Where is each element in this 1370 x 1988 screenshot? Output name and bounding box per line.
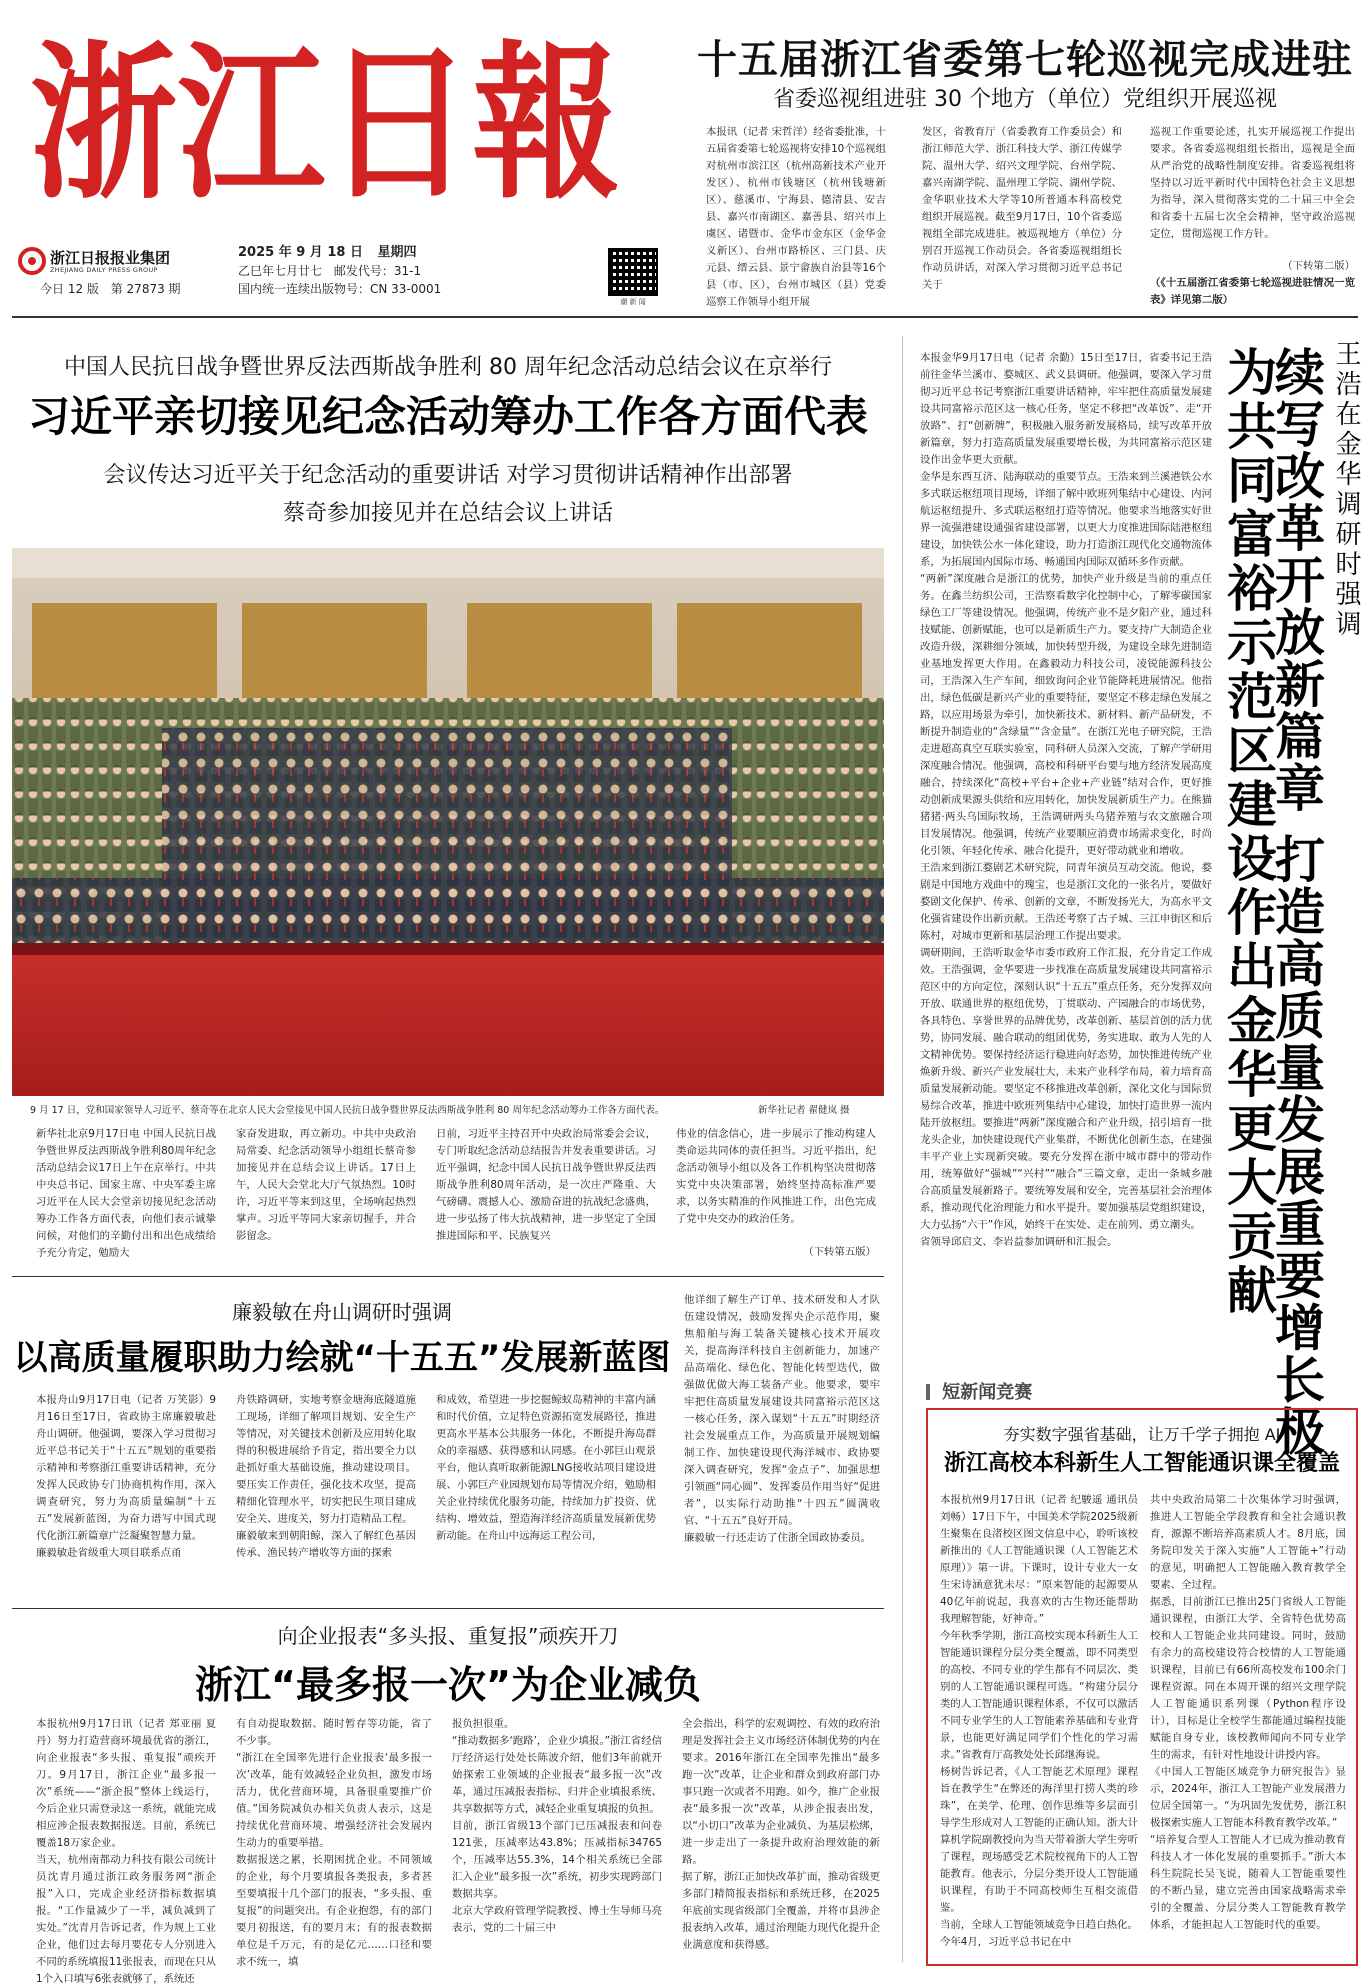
photo-credit: 新华社记者 翟健岚 摄	[758, 1105, 850, 1116]
second-story-col4: 他详细了解生产订单、技术研发和人才队伍建设情况，鼓励发挥央企示范作用，聚焦船舶与海工装备关键核心技术开展攻关，提高海洋科技自主创新能力，加速产品高端化、绿色化、智能化转型迭代，做强做优做大海工装备产业。他要求，要牢牢把住高质量发展建设共同富裕示范区这一核心任务，深入谋划“十五五”时期经济社会发展重点工作，为高质量开展规划编制工作、加快建设现代海洋城市、政协要深入调查研究，发挥“金点子”、加强思想引领画“同心圆”、发挥委员作用当好“促进者”，以实际行动助推“十四五”圆满收官、“十五五”良好开局。 廉毅敏一行还走访了住浙全国政协委员。	[684, 1294, 880, 1544]
masthead-title: 浙江日報	[30, 24, 620, 222]
lead-story-headline: 习近平亲切接见纪念活动筹办工作各方面代表	[27, 392, 868, 441]
right-story-body: 本报金华9月17日电（记者 余勤）15日至17日，省委书记王浩前往金华兰溪市、婺城区、武义县调研。他强调，要深入学习贯彻习近平总书记考察浙江重要讲话精神，牢牢把住高质量发展建设共同富裕示范区这一核心任务，坚定不移把“改革饭”、走“开放路”、打“创新牌”，积极融入服务新发展格局，续写改革开放新篇章，努力打造高质量发展重要增长极，为共同富裕示范区建设作出金华更大贡献。 金华是东西互济、陆海联动的重要节点。王浩来到兰溪港铁公水多式联运枢纽项目现场，详细了解中欧班列集结中心建设、内河航运枢纽提升、多式联运枢纽打造等情况。他要求当地落实好世界一流强港建设通强省建设部署，以更大力度推进国际陆港枢纽建设，加快铁公水一体化建设，助力打造浙江现代化交通物流体系，为拓展国内国际市场、畅通国内国际双循环多作贡献。 “两新”深度融合是浙江的优势，加快产业升级是当前的重点任务。在鑫兰纺织公司，王浩察看数字化控制中心，了解零碳国家绿色工厂等建设情况。他强调，传统产业不是夕阳产业，通过科技赋能、创新赋能，也可以是新质生产力。要支持广大制造企业改造升级，深耕细分领域，加快转型升级，为建设全球先进制造业基地发挥更大作用。在鑫毅动力科技公司，凌锐能源科技公司，王浩深入生产车间，细致询问企业节能降耗进展情况。他指出，绿色低碳是新兴产业的重要特征，要坚定不移走绿色发展之路，以应用场景为牵引，加快新技术、新材料、新产品研发，不断提升制造业的“含绿量”“含金量”。在浙江光电子研究院，王浩走进超高真空互联实验室，同科研人员深入交流，了解产学研用深度融合情况。他强调，高校和科研平台要与地方经济发展高度融合，持续深化“高校+平台+企业+产业链”结对合作，更好推动创新成果源头供给和应用转化，加快发展新质生产力。在熊猫猪猪·两头乌国际牧场，王浩调研两头乌猪养殖与农文旅融合项目发展情况。他强调，传统产业要顺应消费市场需求变化，时尚化引领、年轻化传承、融合化提升，更好带动就业和增收。 王浩来到浙江婺剧艺术研究院，同青年演员互动交流。他说，婺剧是中国地方戏曲中的瑰宝，也是浙江文化的一张名片，要做好婺剧文化保护、传承、创新的文章，不断发扬光大，为高水平文化强省建设作出新贡献。王浩还考察了古子城、三江申街区和后陈村，对城市更新和基层治理工作提出要求。 调研期间，王浩听取金华市委市政府工作汇报，充分肯定工作成效。王浩强调，金华要进一步找准在高质量发展建设共同富裕示范区中的方向定位，深刻认识“十五五”重点任务，充分发挥双向开放、联通世界的枢纽优势，丁贯联动、产园融合的市场优势，各具特色、享誉世界的品牌优势，改革创新、基层首创的活力优势，协同发展、融合联动的组团优势，务实进取、敢为人先的人文精神优势。要保持经济运行稳进向好态势，加快推进传统产业焕新升级、新兴产业发展壮大，未来产业科学布局，着力培育高质量发展新动能。要坚定不移推进改革创新，深化文化与国际贸易综合改革，推进中欧班列集结中心建设，加快打造世界一流内陆开放枢纽。要推进“两新”深度融合和产业升级，招引培育一批龙头企业，加快建设现代产业集群，不断优化创新生态，在建强丰平产业上实现新突破。要充分发挥在浙中城市群中的带动作用，统筹做好“强城”“兴村”“融合”三篇文章，走出一条城乡融合高质量发展新路子。要统筹发展和安全，完善基层社会治理体系，推动现代化治理能力和水平提升。要加强基层党组织建设，大力弘扬“六干”作风，始终干在实处、走在前列、勇立潮头。 省领导邱启文、李岩益参加调研和汇报会。	[920, 352, 1212, 1248]
top-story-col3: 巡视工作重要论述，扎实开展巡视工作提出要求。各省委巡视组组长指出，巡视是全面从严治党的战略性制度安排。省委巡视组将坚持以习近平新时代中国特色社会主义思想为指导，深入贯彻落实党的二十届三中全会和省委十五届七次全会精神，坚守政治巡视定位，贯彻巡视工作方针。	[1150, 126, 1355, 240]
press-group-name-en: ZHEJIANG DAILY PRESS GROUP	[50, 266, 158, 274]
second-story-headline: 以高质量履职助力绘就“十五五”发展新蓝图	[13, 1338, 671, 1378]
lead-story-col1: 新华社北京9月17日电 中国人民抗日战争暨世界反法西斯战争胜利80周年纪念活动总结会议17日上午在京举行。中共中央总书记、国家主席、中央军委主席习近平在人民大会堂亲切接见纪念活动筹办工作各方面代表，向他们表示诚挚问候，对他们的辛勤付出和出色成绩给予充分肯定，勉励大	[36, 1128, 216, 1259]
third-story-kicker: 向企业报表“多头报、重复报”顽疾开刀	[277, 1624, 619, 1648]
short-news-headline: 浙江高校本科新生人工智能通识课全覆盖	[943, 1451, 1340, 1476]
top-story-headline: 十五届浙江省委第七轮巡视完成进驻	[697, 37, 1353, 83]
second-story-col2: 舟铁路调研，实地考察金塘海底隧道施工现场，详细了解项目规划、安全生产等情况，对关键技术创新及应用转化取得的积极进展给予肯定，指出要全力以赴抓好重大基础设施，推动建设项目。要压实工作责任，强化技术攻坚，提高精细化管理水平，切实把民生项目建成安全关、进度关，努力打造精品工程。 廉毅敏来到朝阳鲸，深入了解红色基因传承、渔民转产增收等方面的探索	[236, 1394, 416, 1559]
press-group-name: 浙江日报报业集团	[50, 249, 171, 267]
issue-number: 第 27873 期	[110, 282, 181, 296]
lead-divider	[12, 1276, 884, 1277]
issue-date: 2025 年 9 月 18 日	[238, 245, 363, 260]
lead-story-col4: 伟业的信念信心，进一步展示了推动构建人类命运共同体的责任担当。习近平指出，纪念活动领导小组以及各工作机构坚决贯彻落实党中央决策部署，始终坚持高标准严要求，以务实精准的作风推进工作，出色完成了党中央交办的政治任务。	[676, 1128, 876, 1225]
short-news-kicker: 夯实数字强省基础，让万千学子拥抱 AI	[1003, 1425, 1281, 1444]
section-marker-icon	[926, 1384, 930, 1400]
third-story-col1: 本报杭州9月17日讯（记者 郑亚丽 夏丹）努力打造营商环境最优省的浙江，向企业报表“多头报、重复报”顽疾开刀。9月17日，浙江企业“最多报一次”系统——“浙企报”整体上线运行，今后企业只需登录这一系统，就能完成相应涉企报表数据报送。目前，系统已覆盖18万家企业。 当天，杭州南都动力科技有限公司统计员沈青月通过浙江政务服务网“浙企报”入口，完成企业经济指标数据填报。“工作量减少了一半，减负减到了实处。”沈青月告诉记者，作为规上工业企业，他们过去每月要花专人分别进入不同的系统填报11张报表，而现在只从1个入口填写6张表就够了，系统还	[36, 1718, 216, 1985]
lead-story-subhead: 会议传达习近平关于纪念活动的重要讲话 对学习贯彻讲话精神作出部署	[103, 463, 793, 488]
top-story-continued: （下转第二版）	[1282, 260, 1355, 272]
masthead-divider	[12, 316, 1358, 318]
second-story-kicker: 廉毅敏在舟山调研时强调	[232, 1300, 452, 1324]
short-news-col1: 本报杭州9月17日讯（记者 纪駿遥 通讯员 刘畅）17日下午，中国美术学院2025级新生聚集在良渚校区图文信息中心，聆听该校新推出的《人工智能通识课（人工智能艺术原理）》第一讲。下课时，设计专业大一女生宋诗涵意犹未尽：“原来智能的起源要从40亿年前说起，我喜欢的古生物还能帮助我理解智能，好神奇。” 今年秋季学期，浙江高校实现本科新生人工智能通识课程分层分类全覆盖，即不同类型的高校、不同专业的学生都有不同层次、类别的人工智能通识课程可选。“构建分层分类的人工智能通识课程体系，不仅可以激活不同专业学生的人工智能素养基础和专业背景，也能更好满足同学们个性化的学习需求。”省教育厅高教处处长邱继海说。 杨树告诉记者，《人工智能艺术原理》课程旨在教学生“在弊还的海洋里打捞人类的珍珠”，在美学、伦理、创作思维等多层面引导学生形成对人工智能的正确认知。浙大计算机学院副教授向为当天带着浙大学生旁听了课程，现场感受艺术院校视角下的人工智能教育。他表示，分层分类开设人工智能通识课程，有助于不同高校师生互相交流借鉴。 当前，全球人工智能领域竞争日趋白热化。今年4月，习近平总书记在中	[940, 1494, 1138, 1948]
postal-code: 邮发代号：31-1	[333, 264, 422, 278]
lead-story-col2: 家奋发进取，再立新功。中共中央政治局常委、纪念活动领导小组组长蔡奇参加接见并在总结会议上讲话。17日上午，人民大会堂北大厅气氛热烈。10时许，习近平等来到这里，全场响起热烈掌声。习近平等同大家亲切握手，并合影留念。	[236, 1128, 416, 1242]
lead-story-photo[interactable]	[12, 548, 884, 1096]
masthead-title-logo	[22, 22, 632, 222]
right-story-kicker: 王浩在金华调研时强调	[1331, 340, 1361, 640]
lead-story-continued: （下转第五版）	[803, 1246, 876, 1258]
lead-story-subhead-2: 蔡奇参加接见并在总结会议上讲话	[282, 501, 613, 526]
third-story-col3: 报负担很重。 “推动数据多‘跑路’，企业少填报。”浙江省经信厅经济运行处处长陈波介绍，他们3年前就开始探索工业领域的企业报表“最多报一次”改革，通过压减报表指标、归并企业填报系统、共享数据等方式，减轻企业重复填报的负担。 目前，浙江省级13个部门已压减报表和问卷121张，压减率达43.8%；压减指标34765个，压减率达55.3%，14个相关系统已全部汇入企业“最多报一次”系统，初步实现跨部门数据共享。 北京大学政府管理学院教授、博士生导师马亮表示，党的二十届三中	[452, 1718, 662, 1934]
right-story-headline-2: 为共同富裕示范区建设作出金华更大贡献	[1219, 346, 1277, 1318]
section-title: 短新闻竞赛	[942, 1382, 1033, 1403]
serial-number: 国内统一连续出版物号：CN 33-0001	[238, 282, 442, 296]
right-story-headline-1: 续写改革开放新篇章 打造高质量发展重要增长极	[1267, 346, 1325, 1458]
issue-weekday: 星期四	[377, 245, 417, 260]
second-divider	[12, 1608, 884, 1609]
qr-label: 潮 新 闻	[620, 298, 646, 306]
short-news-col2: 共中央政治局第二十次集体学习时强调，推进人工智能全学段教育和全社会通识教育，源源不断培养高素质人才。8月底，国务院印发关于深入实施“人工智能+”行动的意见，明确把人工智能融入教育教学全要素、全过程。 据悉，目前浙江已推出25门省级人工智能通识课程，由浙江大学、全省特色优势高校和人工智能企业共同建设。同时，鼓励有余力的高校建设符合校情的人工智能通识课程，目前已有66所高校发布100余门课程资源。同在本周开课的绍兴文理学院人工智能通识系列课（Python程序设计），目标是让全校学生都能通过编程技能赋能自身专业，该校教师闻向不同专业学生的需求，有针对性地设计讲授内容。 《中国人工智能区域竞争力研究报告》显示，2024年，浙江人工智能产业发展潜力位居全国第一。“为巩固先发优势，浙江积极探索实施人工智能本科教育教学改革。” “培养复合型人工智能人才已成为推动教育科技人才一体化发展的重要抓手。”浙大本科生院院长吴飞说，随着人工智能重要性的不断凸显，建立完善由国家战略需求牵引的全覆盖、分层分类人工智能教育教学体系，才能担起人工智能时代的重要。	[1150, 1494, 1346, 1931]
second-story-col1: 本报舟山9月17日电（记者 万笑影）9月16日至17日，省政协主席廉毅敏赴舟山调研。他强调，要深入学习贯彻习近平总书记关于“十五五”规划的重要指示精神和考察浙江重要讲话精神，充分发挥人民政协专门协商机构作用，深入调查研究，努力为高质量编制“十五五”发展新蓝图，为奋力谱写中国式现代化浙江新篇章广泛凝聚智慧力量。 廉毅敏赴省级重大项目联系点甬	[36, 1394, 216, 1559]
lunar-date: 乙巳年七月廿七	[238, 264, 323, 278]
lead-story-col3: 日前，习近平主持召开中央政治局常委会会议，专门听取纪念活动总结报告并发表重要讲话。习近平强调，纪念中国人民抗日战争暨世界反法西斯战争胜利80周年活动，是一次庄严隆重、大气磅礴、震撼人心、激励奋进的抗战纪念盛典，进一步弘扬了伟大抗战精神，进一步坚定了全国推进国际和平、民族复兴	[436, 1128, 656, 1242]
top-story-col1: 本报讯（记者 宋哲洋）经省委批准，十五届省委第七轮巡视将安排10个巡视组对杭州市滨江区（杭州高新技术产业开发区）、杭州市钱塘区（杭州钱塘新区）、慈溪市、宁海县、德清县、安吉县、嘉兴市南湖区、嘉善县、绍兴市上虞区、诸暨市、金华市金东区（金华金义新区）、台州市路桥区、三门县、庆元县、缙云县、景宁畲族自治县等16个县（市、区），台州市城区（县）党委巡察工作领导小组开展	[706, 126, 886, 308]
third-story-col4: 全会指出，科学的宏观调控、有效的政府治理是发挥社会主义市场经济体制优势的内在要求。2016年浙江在全国率先推出“最多跑一次”改革，让企业和群众到政府部门办事只跑一次或者不用跑。如今，推广企业报表“最多报一次”改革，从涉企报表出发，以“小切口”改革为企业减负、为基层松绑，进一步走出了一条提升政府治理效能的新路。 据了解，浙江正加快改革扩面，推动省级更多部门精简报表指标和系统迁移，在2025年底前实现省级部门全覆盖，并将市县涉企报表纳入改革，通过治理能力现代化提升企业满意度和获得感。	[682, 1718, 880, 1951]
qr-code[interactable]	[608, 248, 658, 296]
edition-count: 今日 12 版	[40, 282, 99, 296]
third-story-col2: 有自动提取数据、随时暂存等功能，省了不少事。 “浙江在全国率先进行企业报表‘最多报一次’改革，能有效减轻企业负担，激发市场活力，优化营商环境，具备很重要推广价值。”国务院减负办相关负责人表示，这是持续优化营商环境、增强经济社会发展内生动力的重要举措。 数据报送之累，长期困扰企业。不同领域的企业，每个月要填报各类报表，多者甚至要填报十几个部门的报表，“多头报、重复报”的问题突出。有企业抱怨，有的部门要月初报送，有的要月末；有的报表数据单位是千万元，有的是亿元……口径和要求不统一，填	[236, 1718, 432, 1968]
photo-caption: 9 月 17 日，党和国家领导人习近平、蔡奇等在北京人民大会堂接见中国人民抗日战争暨世界反法西斯战争胜利 80 周年纪念活动筹办工作各方面代表。	[30, 1105, 665, 1116]
lead-story-kicker: 中国人民抗日战争暨世界反法西斯战争胜利 80 周年纪念活动总结会议在京举行	[64, 355, 832, 380]
third-story-headline: 浙江“最多报一次”为企业减负	[195, 1663, 701, 1707]
top-story-col2: 发区，省教育厅（省委教育工作委员会）和浙江师范大学、浙江科技大学、浙江传媒学院、温州大学、绍兴文理学院、台州学院、嘉兴南湖学院、温州理工学院、湖州学院、金华职业技术大学等10所普通本科高校党组织开展巡视。截至9月17日，10个省委巡视组全部完成进驻。被巡视地方（单位）分别召开巡视工作动员会。各省委巡视组组长作动员讲话，对深入学习贯彻习近平总书记关于	[922, 126, 1122, 291]
top-story-subheadline: 省委巡视组进驻 30 个地方（单位）党组织开展巡视	[773, 87, 1277, 112]
press-group-emblem-icon	[18, 247, 46, 275]
top-story-related: （《十五届浙江省委第七轮巡视进驻情况一览表》详见第二版）	[1150, 277, 1355, 306]
short-news-box	[926, 1408, 1358, 1966]
column-divider	[902, 336, 903, 1962]
second-story-col3: 和成效，希望进一步挖掘鲸蚁岛精神的丰富内涵和时代价值，立足特色资源拓宽发展路径，推进更高水平基本公共服务一体化，不断提升海岛群众的幸福感、获得感和认同感。在小郭巨山观景平台，他认真听取新能源LNG接收站项目建设进展、小郭巨产业园规划布局等情况介绍，勉励相关企业持续优化服务功能，持续加力扩投资、优结构、增效益，塑造海洋经济高质量发展新优势新动能。在舟山中远海运工程公司，	[436, 1394, 656, 1542]
